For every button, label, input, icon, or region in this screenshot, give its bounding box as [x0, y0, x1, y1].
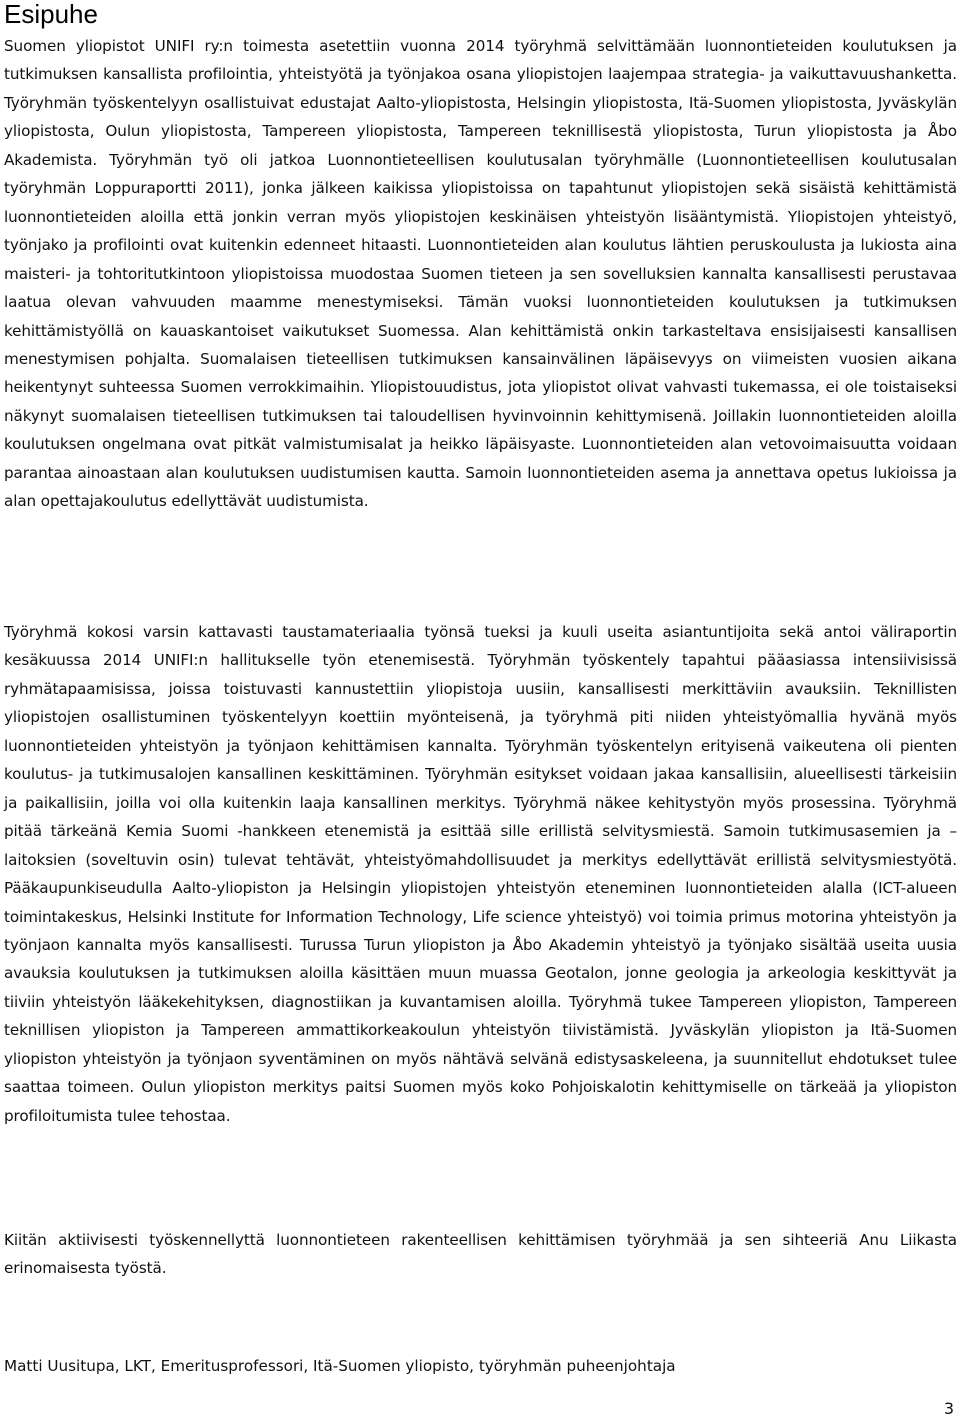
- paragraph-3: Kiitän aktiivisesti työskennellyttä luonnontieteen rakenteellisen kehittämisen työryhmää ja sen sihteeriä Anu Liikasta erinomaisesta työstä.: [4, 1231, 957, 1278]
- signature-line: Matti Uusitupa, LKT, Emeritusprofessori, Itä-Suomen yliopisto, työryhmän puheenjohtaja: [4, 1357, 676, 1375]
- page-title: Esipuhe: [4, 0, 98, 29]
- paragraph-2: Työryhmä kokosi varsin kattavasti taustamateriaalia työnsä tueksi ja kuuli useita asiantuntijoita sekä antoi väliraportin kesäkuussa 2014 UNIFI:n hallitukselle työn etenemisestä. Työryhmän työskentely tapahtui pääasiassa intensiivisissä ryhmätapaamisissa, joissa toistuvasti kannustettiin yliopistoja uusiin, kansallisesti merkittäviin avauksiin. Teknillisten yliopistojen osallistuminen työskentelyyn koettiin myönteisenä, ja työryhmä piti niiden yhteistyömallia hyvänä myös luonnontieteiden yhteistyön ja työnjaon kehittämisen kannalta. Työryhmän työskentelyn erityisenä vaikeutena oli pienten koulutus- ja tutkimusalojen kansallinen keskittäminen. Työryhmän esitykset voidaan jakaa kansallisiin, alueellisesti tärkeisiin ja paikallisiin, joilla voi olla kuitenkin laaja kansallinen merkitys. Työryhmä näkee kehitystyön myös prosessina. Työryhmä pitää tärkeänä Kemia Suomi -hankkeen etenemistä ja esittää sille erillistä selvitysmiestä. Samoin tutkimusasemien ja –laitoksien (soveltuvin osin) tulevat tehtävät, yhteistyömahdollisuudet ja merkitys edellyttävät erillistä selvitysmiestyötä. Pääkaupunkiseudulla Aalto-yliopiston ja Helsingin yliopistojen yhteistyön eteneminen luonnontieteiden alalla (ICT-alueen toimintakeskus, Helsinki Institute for Information Technology, Life science yhteistyö) voi toimia primus motorina yhteistyön ja työnjaon kannalta myös kansallisesti. Turussa Turun yliopiston ja Åbo Akademin yhteistyö ja työnjako sisältää useita uusia avauksia koulutuksen ja tutkimuksen aloilla käsittäen muun muassa Geotalon, jonne geologia ja arkeologia keskittyvät ja tiiviin yhteistyön lääkekehityksen, diagnostiikan ja kuvantamisen aloilla. Työryhmä tukee Tampereen yliopiston, Tampereen teknillisen yliopiston ja Tampereen ammattikorkeakoulun yhteistyön tiivistämistä. Jyväskylän yliopiston ja Itä-Suomen yliopiston yhteistyön ja työnjaon syventäminen on myös nähtävä selvänä edistysaskeleena, ja suunnitellut ehdotukset tulee saattaa toimeen. Oulun yliopiston merkitys paitsi Suomen myös koko Pohjoiskalotin kehittymiselle on tärkeää ja yliopiston profiloitumista tulee tehostaa.: [4, 623, 957, 1125]
- paragraph-1: Suomen yliopistot UNIFI ry:n toimesta asetettiin vuonna 2014 työryhmä selvittämään luonnontieteiden koulutuksen ja tutkimuksen kansallista profilointia, yhteistyötä ja työnjakoa osana yliopistojen laajempaa strategia- ja vaikuttavuushanketta. Työryhmän työskentelyyn osallistuivat edustajat Aalto-yliopistosta, Helsingin yliopistosta, Itä-Suomen yliopistosta, Jyväskylän yliopistosta, Oulun yliopistosta, Tampereen yliopistosta, Tampereen teknillisestä yliopistosta, Turun yliopistosta ja Åbo Akademista. Työryhmän työ oli jatkoa Luonnontieteellisen koulutusalan työryhmälle (Luonnontieteellisen koulutusalan työryhmän Loppuraportti 2011), jonka jälkeen kaikissa yliopistoissa on tapahtunut yliopistojen sekä sisäistä kehittämistä luonnontieteiden aloilla että jonkin verran myös yliopistojen keskinäisen yhteistyön lisääntymistä. Yliopistojen yhteistyö, työnjako ja profilointi ovat kuitenkin edenneet hitaasti. Luonnontieteiden alan koulutus lähtien peruskoulusta ja lukiosta aina maisteri- ja tohtoritutkintoon yliopistoissa muodostaa Suomen tieteen ja sen sovelluksien kannalta kansallisesti perustavaa laatua olevan vahvuuden maamme menestymiseksi. Tämän vuoksi luonnontieteiden koulutuksen ja tutkimuksen kehittämistyöllä on kauaskantoiset vaikutukset Suomessa. Alan kehittämistä onkin tarkasteltava ensisijaisesti kansallisen menestymisen pohjalta. Suomalaisen tieteellisen tutkimuksen kansainvälinen läpäisevyys on viimeisten vuosien aikana heikentynyt suhteessa Suomen verrokkimaihin. Yliopistouudistus, jota yliopistot olivat vahvasti tukemassa, ei ole toistaiseksi näkynyt suomalaisen tieteellisen tutkimuksen tai taloudellisen hyvinvoinnin kehittymisenä. Joillakin luonnontieteiden aloilla koulutuksen ongelmana ovat pitkät valmistumisalat ja heikko läpäisyaste. Luonnontieteiden alan vetovoimaisuutta voidaan parantaa ainoastaan alan koulutuksen uudistumisen kautta. Samoin luonnontieteiden asema ja annettava opetus lukioissa ja alan opettajakoulutus edellyttävät uudistumista.: [4, 37, 957, 511]
- page-number: 3: [943, 1399, 954, 1418]
